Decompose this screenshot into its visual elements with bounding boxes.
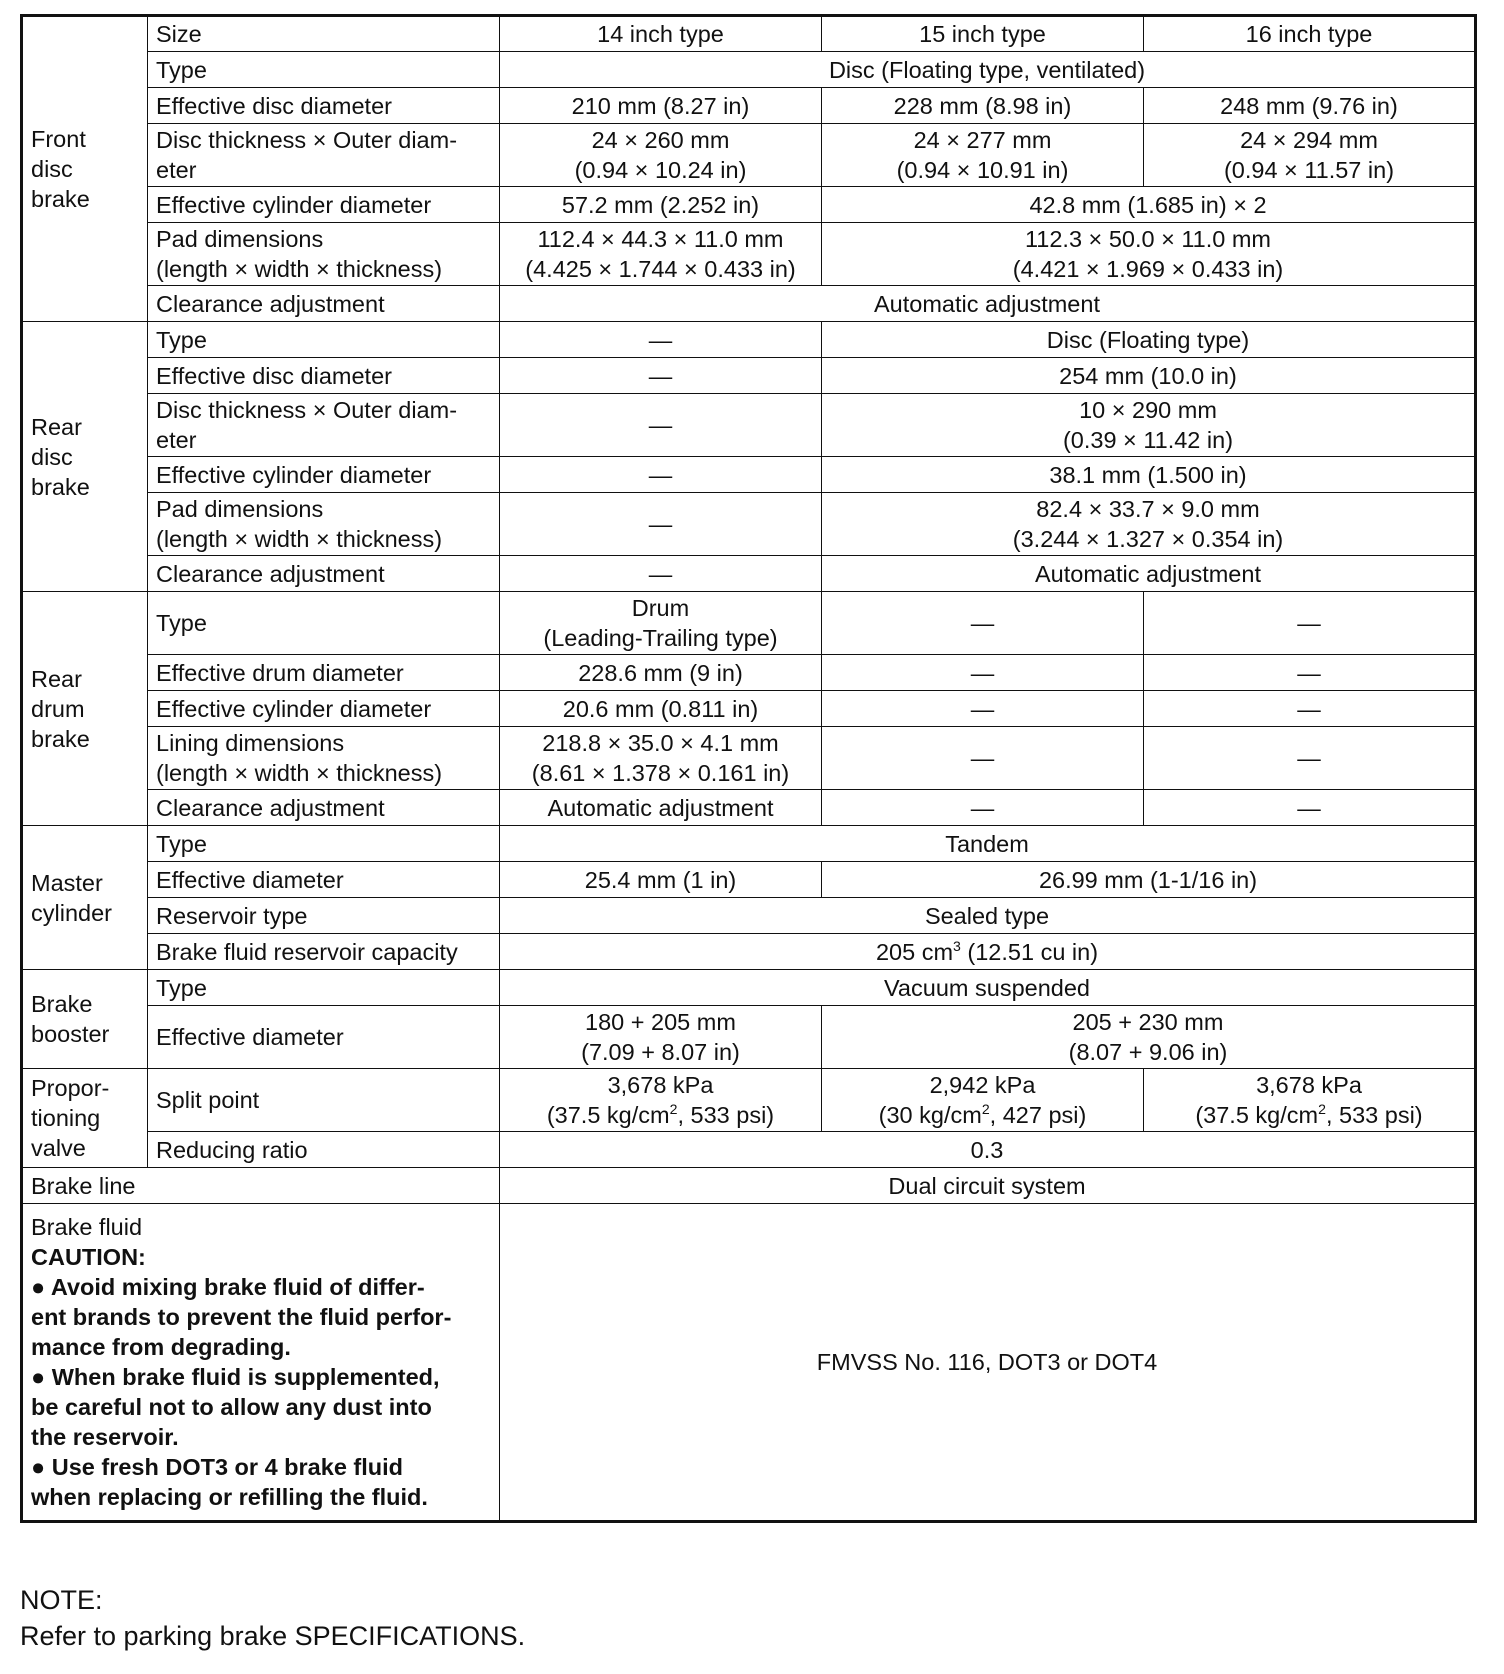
rear-disc-cylinder-row xyxy=(22,457,1476,493)
brake-line-row xyxy=(22,1168,1476,1204)
front-eff-disc-row xyxy=(22,88,1476,124)
valve-split-label: Split point xyxy=(148,1069,500,1132)
rear-drum-type-label: Type xyxy=(148,592,500,655)
front-clearance-value: Automatic adjustment xyxy=(500,286,1476,322)
rear-disc-cylinder-15-16: 38.1 mm (1.500 in) xyxy=(822,457,1476,493)
booster-eff-label: Effective diameter xyxy=(148,1006,500,1069)
caution-title: CAUTION: xyxy=(31,1244,146,1270)
master-reservoir-row xyxy=(22,898,1476,934)
rear-drum-diameter-row xyxy=(22,655,1476,691)
front-disc-brake-group: Front disc brake xyxy=(22,16,148,322)
booster-eff-row xyxy=(22,1006,1476,1069)
rear-disc-clearance-15-16: Automatic adjustment xyxy=(822,556,1476,592)
caution-line: the reservoir. xyxy=(31,1424,179,1450)
front-clearance-row xyxy=(22,286,1476,322)
brake-fluid-cell xyxy=(22,1204,500,1522)
booster-eff-15-16: 205 + 230 mm (8.07 + 9.06 in) xyxy=(822,1006,1476,1069)
valve-split-row xyxy=(22,1069,1476,1132)
rear-disc-pad-row xyxy=(22,493,1476,556)
master-eff-14: 25.4 mm (1 in) xyxy=(500,862,822,898)
rear-disc-pad-label: Pad dimensions (length × width × thickness) xyxy=(148,493,500,556)
rear-disc-pad-14: — xyxy=(500,493,822,556)
rear-disc-type-row xyxy=(22,322,1476,358)
caution-line: ent brands to prevent the fluid perfor- xyxy=(31,1304,452,1330)
front-cylinder-label: Effective cylinder diameter xyxy=(148,187,500,223)
rear-disc-cylinder-label: Effective cylinder diameter xyxy=(148,457,500,493)
rear-disc-clearance-14: — xyxy=(500,556,822,592)
valve-split-14: 3,678 kPa (37.5 $kg/cm^2$, 533 psi) xyxy=(500,1069,822,1132)
front-pad-15-16: 112.3 × 50.0 × 11.0 mm (4.421 × 1.969 × 0.433 in) xyxy=(822,223,1476,286)
front-cylinder-14: 57.2 mm (2.252 in) xyxy=(500,187,822,223)
rear-drum-cylinder-row xyxy=(22,691,1476,727)
valve-ratio-label: Reducing ratio xyxy=(148,1132,500,1168)
valve-split-16: 3,678 kPa (37.5 $kg/cm^2$, 533 psi) xyxy=(1144,1069,1476,1132)
master-type-label: Type xyxy=(148,826,500,862)
master-type-value: Tandem xyxy=(500,826,1476,862)
front-type-label: Type xyxy=(148,52,500,88)
rear-drum-clearance-14: Automatic adjustment xyxy=(500,790,822,826)
front-thickness-16: 24 × 294 mm (0.94 × 11.57 in) xyxy=(1144,124,1476,187)
rear-disc-clearance-row xyxy=(22,556,1476,592)
rear-drum-diameter-label: Effective drum diameter xyxy=(148,655,500,691)
valve-ratio-row xyxy=(22,1132,1476,1168)
rear-disc-thickness-label: Disc thickness × Outer diam- eter xyxy=(148,394,500,457)
rear-drum-type-14: Drum (Leading-Trailing type) xyxy=(500,592,822,655)
rear-drum-cylinder-16: — xyxy=(1144,691,1476,727)
rear-disc-cylinder-14: — xyxy=(500,457,822,493)
rear-drum-cylinder-label: Effective cylinder diameter xyxy=(148,691,500,727)
rear-disc-thickness-14: — xyxy=(500,394,822,457)
rear-drum-brake-group: Rear drum brake xyxy=(22,592,148,826)
master-capacity-value: 205 $cm^3$ (12.51 cu in) xyxy=(500,934,1476,970)
rear-disc-brake-group: Rear disc brake xyxy=(22,322,148,592)
front-eff-disc-16: 248 mm (9.76 in) xyxy=(1144,88,1476,124)
front-pad-label: Pad dimensions (length × width × thickness) xyxy=(148,223,500,286)
booster-type-label: Type xyxy=(148,970,500,1006)
rear-drum-type-row xyxy=(22,592,1476,655)
booster-type-value: Vacuum suspended xyxy=(500,970,1476,1006)
front-size-row xyxy=(22,16,1476,52)
note-title: NOTE: xyxy=(20,1585,103,1615)
rear-drum-clearance-label: Clearance adjustment xyxy=(148,790,500,826)
rear-disc-thickness-row xyxy=(22,394,1476,457)
front-type-value: Disc (Floating type, ventilated) xyxy=(500,52,1476,88)
rear-drum-type-16: — xyxy=(1144,592,1476,655)
rear-drum-diameter-15: — xyxy=(822,655,1144,691)
booster-type-row xyxy=(22,970,1476,1006)
front-type-row xyxy=(22,52,1476,88)
master-reservoir-label: Reservoir type xyxy=(148,898,500,934)
rear-disc-thickness-15-16: 10 × 290 mm (0.39 × 11.42 in) xyxy=(822,394,1476,457)
master-capacity-row xyxy=(22,934,1476,970)
rear-drum-lining-16: — xyxy=(1144,727,1476,790)
proportioning-valve-group: Propor- tioning valve xyxy=(22,1069,148,1168)
rear-drum-cylinder-15: — xyxy=(822,691,1144,727)
rear-disc-type-label: Type xyxy=(148,322,500,358)
note-text: Refer to parking brake SPECIFICATIONS. xyxy=(20,1621,526,1651)
rear-drum-lining-row xyxy=(22,727,1476,790)
caution-line: ● Avoid mixing brake fluid of differ- xyxy=(31,1274,425,1300)
front-cylinder-15-16: 42.8 mm (1.685 in) × 2 xyxy=(822,187,1476,223)
col-15-header: 15 inch type xyxy=(822,16,1144,52)
master-reservoir-value: Sealed type xyxy=(500,898,1476,934)
caution-line: ● Use fresh DOT3 or 4 brake fluid xyxy=(31,1454,404,1480)
rear-drum-type-15: — xyxy=(822,592,1144,655)
rear-drum-lining-15: — xyxy=(822,727,1144,790)
brake-fluid-label: Brake fluid xyxy=(31,1214,143,1240)
col-14-header: 14 inch type xyxy=(500,16,822,52)
brake-fluid-row xyxy=(22,1204,1476,1522)
valve-split-15: 2,942 kPa (30 $kg/cm^2$, 427 psi) xyxy=(822,1069,1144,1132)
rear-drum-clearance-16: — xyxy=(1144,790,1476,826)
front-pad-row xyxy=(22,223,1476,286)
rear-drum-diameter-16: — xyxy=(1144,655,1476,691)
front-thickness-row xyxy=(22,124,1476,187)
size-label: Size xyxy=(148,16,500,52)
rear-disc-clearance-label: Clearance adjustment xyxy=(148,556,500,592)
brake-line-label: Brake line xyxy=(22,1168,500,1204)
rear-disc-eff-15-16: 254 mm (10.0 in) xyxy=(822,358,1476,394)
master-type-row xyxy=(22,826,1476,862)
rear-drum-clearance-15: — xyxy=(822,790,1144,826)
rear-drum-clearance-row xyxy=(22,790,1476,826)
rear-disc-type-15-16: Disc (Floating type) xyxy=(822,322,1476,358)
front-eff-disc-label: Effective disc diameter xyxy=(148,88,500,124)
front-clearance-label: Clearance adjustment xyxy=(148,286,500,322)
caution-line: be careful not to allow any dust into xyxy=(31,1394,432,1420)
brake-line-value: Dual circuit system xyxy=(500,1168,1476,1204)
master-cylinder-group: Master cylinder xyxy=(22,826,148,970)
rear-drum-lining-14: 218.8 × 35.0 × 4.1 mm (8.61 × 1.378 × 0.161 in) xyxy=(500,727,822,790)
rear-disc-type-14: — xyxy=(500,322,822,358)
rear-drum-cylinder-14: 20.6 mm (0.811 in) xyxy=(500,691,822,727)
master-eff-label: Effective diameter xyxy=(148,862,500,898)
front-thickness-label: Disc thickness × Outer diam- eter xyxy=(148,124,500,187)
booster-eff-14: 180 + 205 mm (7.09 + 8.07 in) xyxy=(500,1006,822,1069)
col-16-header: 16 inch type xyxy=(1144,16,1476,52)
rear-disc-eff-label: Effective disc diameter xyxy=(148,358,500,394)
valve-ratio-value: 0.3 xyxy=(500,1132,1476,1168)
master-eff-15-16: 26.99 mm (1-1/16 in) xyxy=(822,862,1476,898)
front-eff-disc-14: 210 mm (8.27 in) xyxy=(500,88,822,124)
rear-drum-lining-label: Lining dimensions (length × width × thickness) xyxy=(148,727,500,790)
rear-disc-pad-15-16: 82.4 × 33.7 × 9.0 mm (3.244 × 1.327 × 0.354 in) xyxy=(822,493,1476,556)
caution-line: mance from degrading. xyxy=(31,1334,291,1360)
brake-specifications-table xyxy=(20,14,1477,1523)
rear-disc-eff-row xyxy=(22,358,1476,394)
front-thickness-15: 24 × 277 mm (0.94 × 10.91 in) xyxy=(822,124,1144,187)
rear-disc-eff-14: — xyxy=(500,358,822,394)
master-eff-row xyxy=(22,862,1476,898)
front-cylinder-row xyxy=(22,187,1476,223)
brake-fluid-value: FMVSS No. 116, DOT3 or DOT4 xyxy=(500,1204,1476,1522)
caution-line: when replacing or refilling the fluid. xyxy=(31,1484,428,1510)
brake-booster-group: Brake booster xyxy=(22,970,148,1069)
caution-line: ● When brake fluid is supplemented, xyxy=(31,1364,440,1390)
rear-drum-diameter-14: 228.6 mm (9 in) xyxy=(500,655,822,691)
note-block xyxy=(20,1582,525,1654)
front-thickness-14: 24 × 260 mm (0.94 × 10.24 in) xyxy=(500,124,822,187)
front-pad-14: 112.4 × 44.3 × 11.0 mm (4.425 × 1.744 × 0.433 in) xyxy=(500,223,822,286)
front-eff-disc-15: 228 mm (8.98 in) xyxy=(822,88,1144,124)
master-capacity-label: Brake fluid reservoir capacity xyxy=(148,934,500,970)
